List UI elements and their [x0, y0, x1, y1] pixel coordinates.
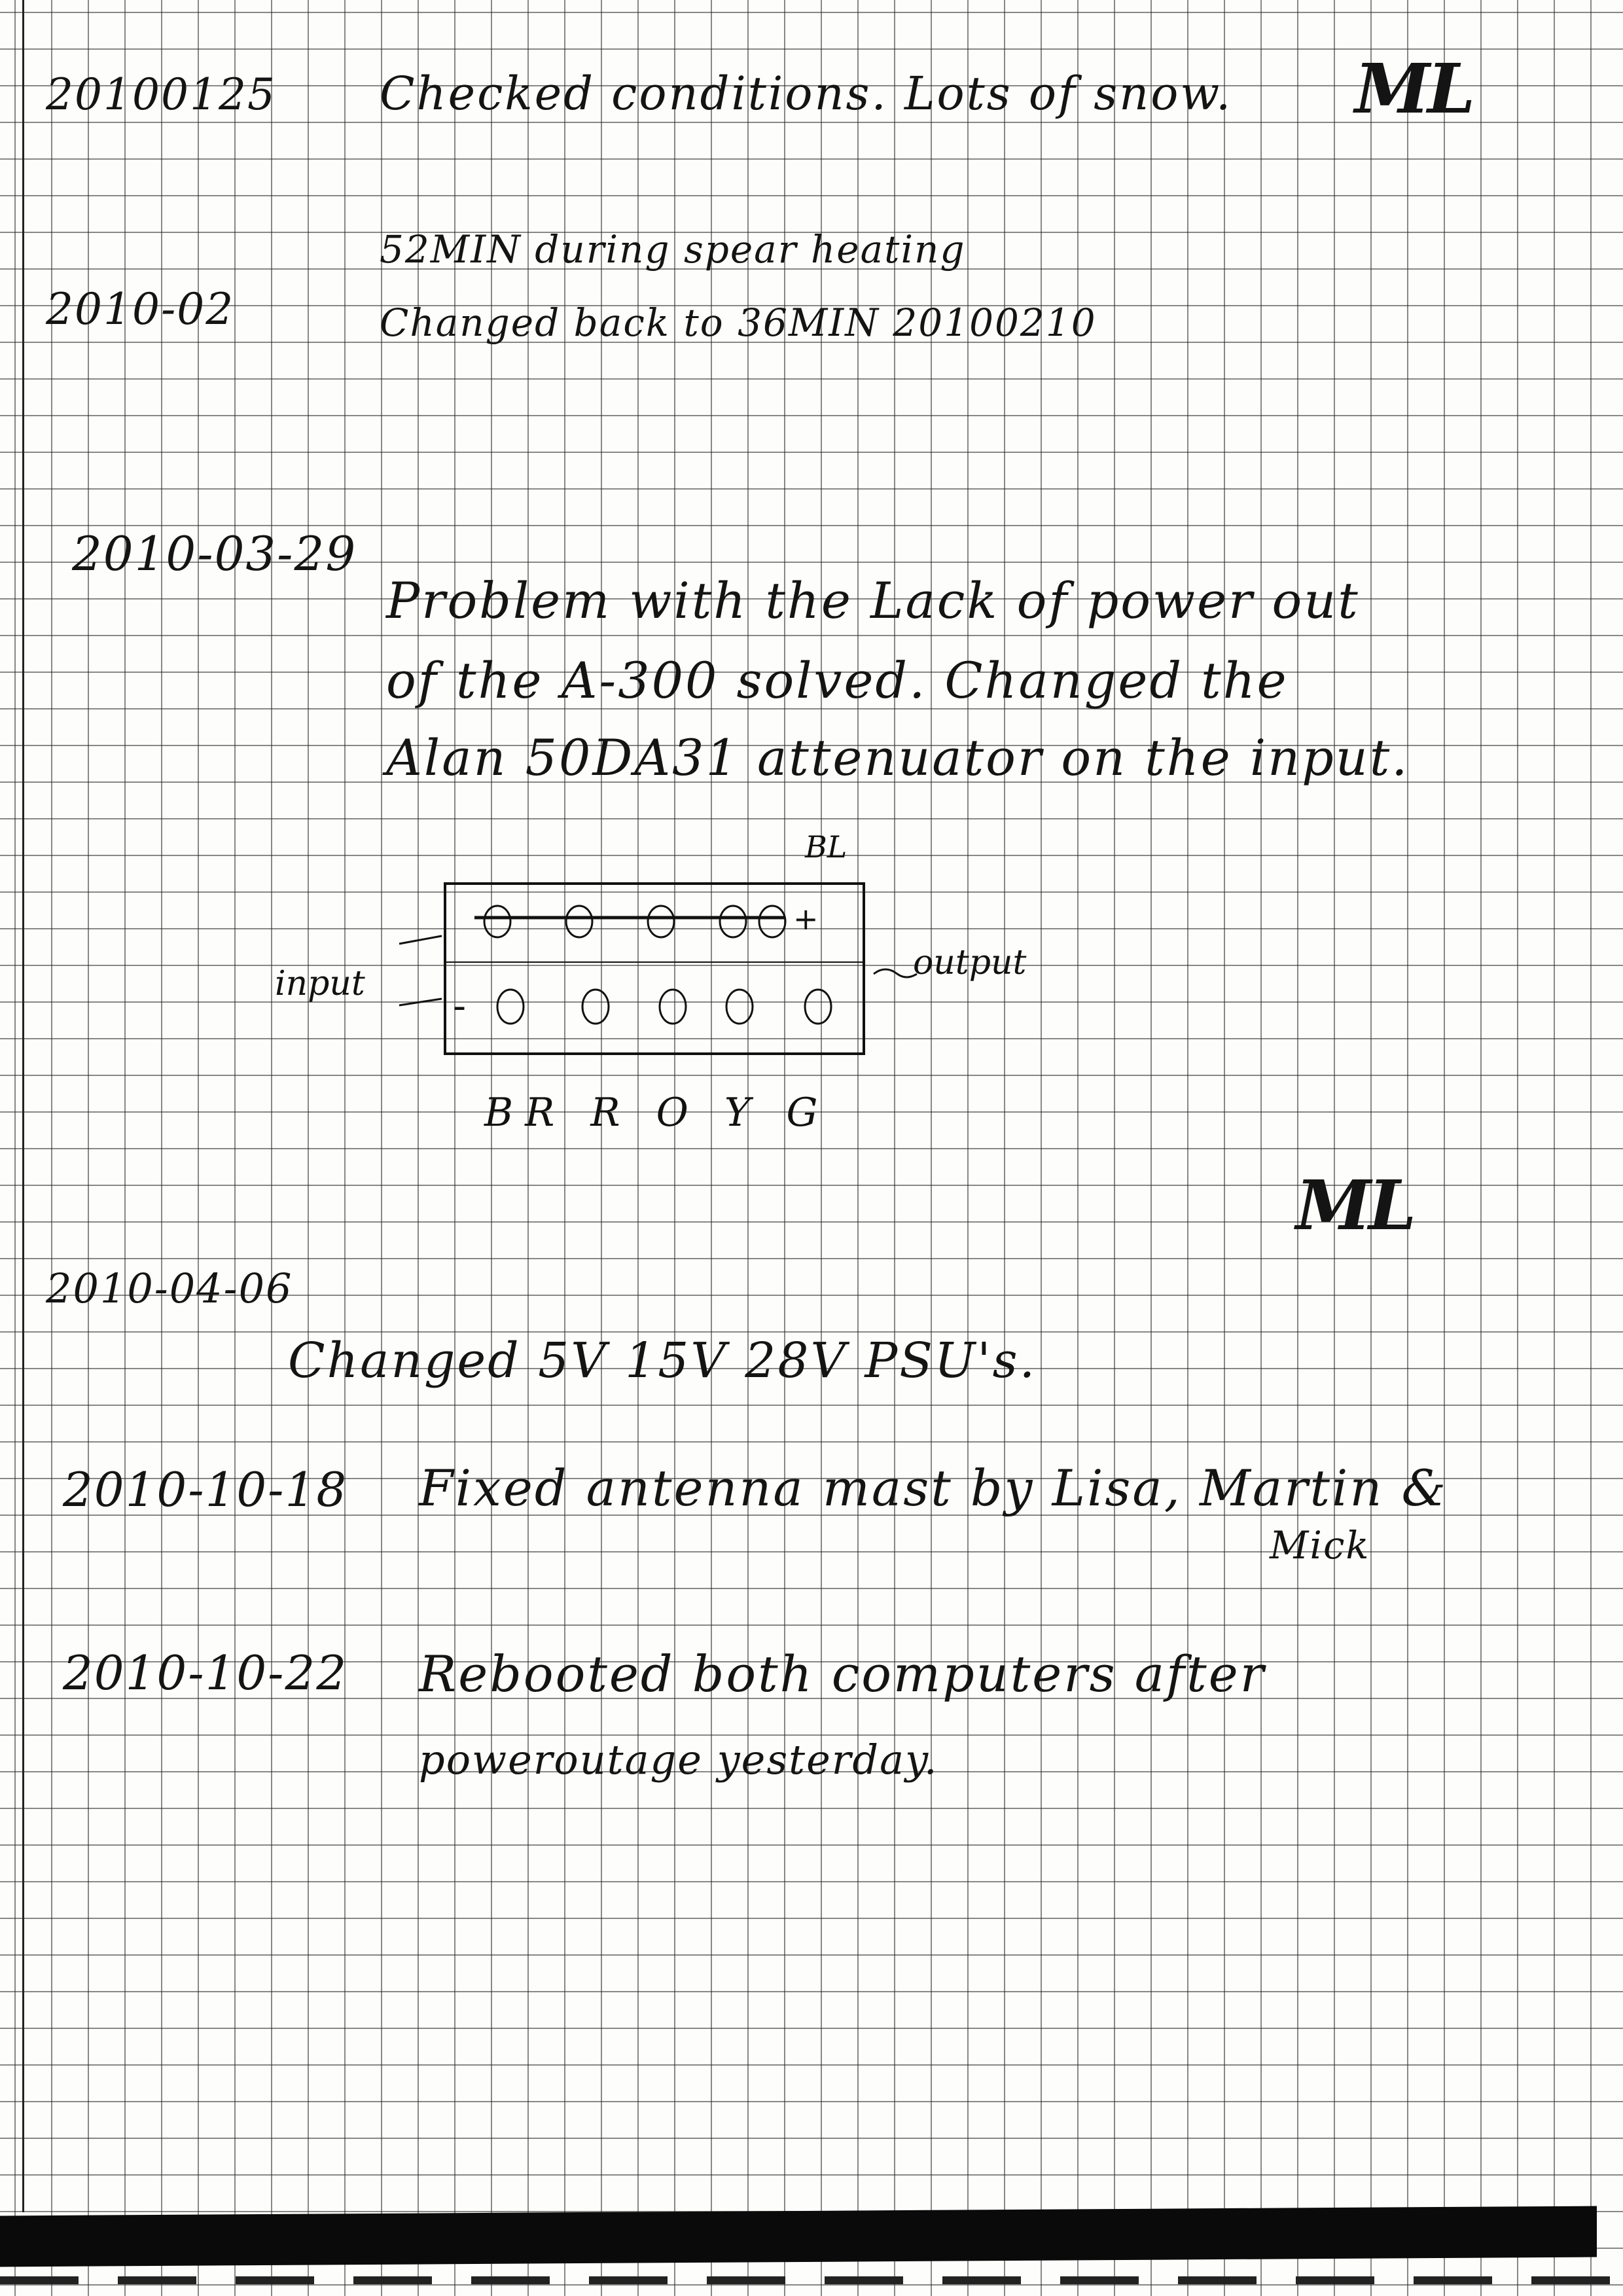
terminal-bottom-4	[726, 990, 753, 1024]
scan-edge-bar	[0, 2206, 1597, 2267]
diagram-plus-label: +	[793, 901, 819, 937]
entry-text-3b: of the A-300 solved. Changed the	[386, 651, 1289, 709]
entry-text-3a: Problem with the Lack of power out	[386, 571, 1360, 630]
terminal-top-5	[759, 906, 785, 937]
entry-text-1: Checked conditions. Lots of snow.	[380, 67, 1233, 120]
entry-text-6b: poweroutage yesterday.	[419, 1736, 938, 1784]
input-wire-bottom	[399, 999, 442, 1005]
entry-date-6: 2010-10-22	[63, 1645, 348, 1700]
entry-text-6a: Rebooted both computers after	[419, 1645, 1266, 1703]
terminal-top-3	[648, 906, 674, 937]
entry-date-2: 2010-02	[46, 284, 235, 334]
signature-1: ML	[1355, 48, 1473, 129]
terminal-top-4	[720, 906, 746, 937]
diagram-input-label: input	[275, 964, 365, 1003]
entry-text-2a: 52MIN during spear heating	[380, 227, 966, 272]
signature-2: ML	[1296, 1165, 1414, 1246]
page-margin-line	[22, 0, 24, 2212]
terminal-top-1	[484, 906, 510, 937]
diagram-top-label: BL	[805, 829, 847, 865]
terminal-bottom-5	[805, 990, 831, 1024]
terminal-bottom-3	[660, 990, 686, 1024]
entry-text-2b: Changed back to 36MIN 20100210	[380, 300, 1097, 345]
terminal-block-diagram	[275, 798, 1027, 1204]
entry-date-5: 2010-10-18	[63, 1462, 348, 1517]
entry-text-3c: Alan 50DA31 attenuator on the input.	[386, 728, 1410, 787]
diagram-minus-label: -	[453, 985, 467, 1028]
output-wire	[874, 969, 917, 977]
terminal-bottom-1	[497, 990, 524, 1024]
entry-date-3: 2010-03-29	[72, 526, 357, 581]
entry-text-5: Fixed antenna mast by Lisa, Martin &	[419, 1459, 1448, 1517]
terminal-bottom-2	[582, 990, 609, 1024]
entry-date-1: 20100125	[46, 69, 276, 120]
scan-edge-dashes	[0, 2276, 1623, 2284]
entry-text-5b: Mick	[1270, 1523, 1370, 1568]
entry-text-4: Changed 5V 15V 28V PSU's.	[288, 1333, 1037, 1389]
diagram-bottom-labels: BR R O Y G	[484, 1090, 830, 1136]
entry-date-4: 2010-04-06	[46, 1265, 293, 1312]
terminal-top-2	[566, 906, 592, 937]
diagram-output-label: output	[913, 943, 1027, 982]
input-wire-top	[399, 936, 442, 944]
